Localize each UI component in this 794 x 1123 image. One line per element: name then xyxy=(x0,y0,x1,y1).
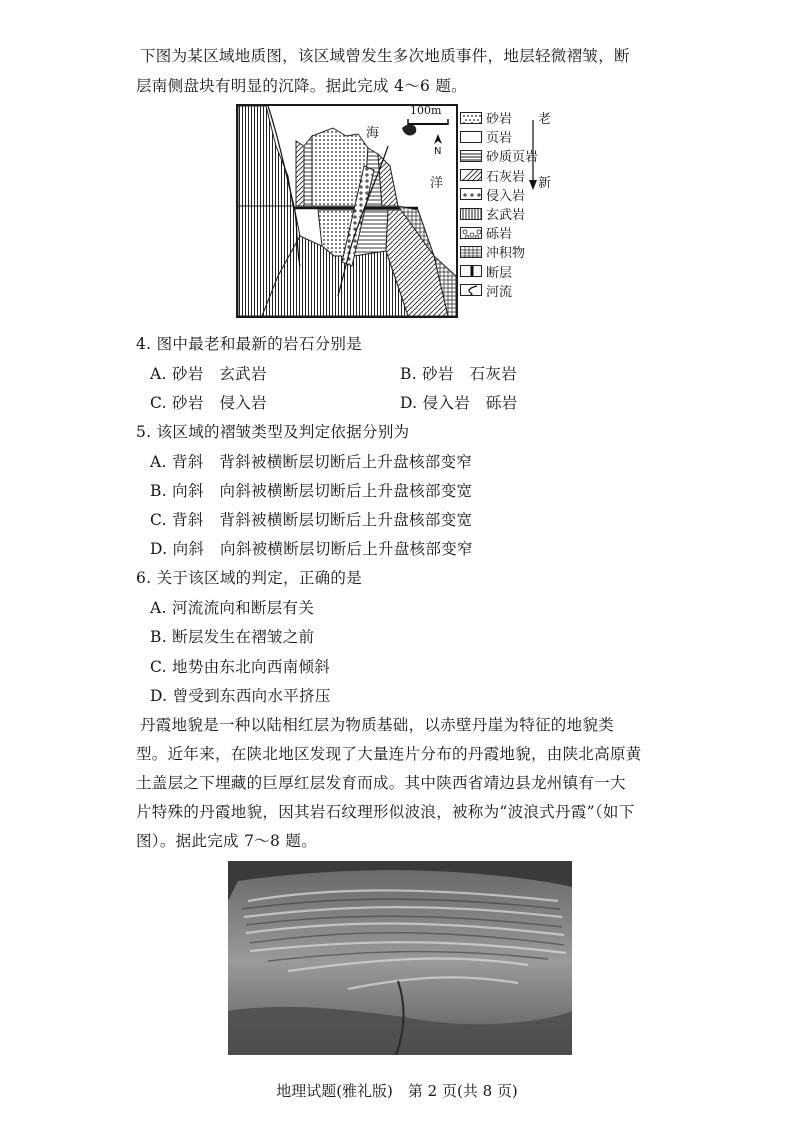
q6-option-c: C. 地势由东北向西南倾斜 xyxy=(150,658,331,676)
legend-label: 砂岩 xyxy=(486,112,513,128)
legend-label: 页岩 xyxy=(486,131,513,147)
intro-text-line: 片特殊的丹霞地貌，因其岩石纹理形似波浪，被称为“波浪式丹霞”（如下 xyxy=(136,803,635,821)
page-footer: 地理试题(雅礼版) 第 2 页(共 8 页) xyxy=(276,1082,518,1100)
legend-item xyxy=(460,281,580,300)
q5-option-a: A. 背斜 背斜被横断层切断后上升盘核部变窄 xyxy=(150,453,473,471)
legend-item xyxy=(460,204,580,223)
intro-text-line: 型。近年来，在陕北地区发现了大量连片分布的丹霞地貌，由陕北高原黄 xyxy=(136,745,642,763)
age-arrow-icon xyxy=(528,118,538,192)
intro-text-line: 层南侧盘块有明显的沉降。据此完成 4～6 题。 xyxy=(136,77,467,95)
scale-label: 100m xyxy=(410,104,442,117)
q6-option-b: B. 断层发生在褶皱之前 xyxy=(150,628,315,646)
legend-item xyxy=(460,262,580,281)
q6-option-a: A. 河流流向和断层有关 xyxy=(150,599,315,617)
danxia-photo xyxy=(228,861,572,1055)
legend-item xyxy=(460,242,580,261)
q6-option-d: D. 曾受到东西向水平挤压 xyxy=(150,687,331,705)
q5-option-c: C. 背斜 背斜被横断层切断后上升盘核部变宽 xyxy=(150,511,473,529)
legend-label: 石灰岩 xyxy=(486,169,526,185)
question-5-stem: 5. 该区域的褶皱类型及判定依据分别为 xyxy=(136,423,410,441)
age-new-label: 新 xyxy=(538,176,552,191)
q4-option-c: C. 砂岩 侵入岩 xyxy=(150,394,267,412)
geologic-map xyxy=(236,104,458,318)
legend-label: 砂质页岩 xyxy=(486,150,539,166)
intro-text-line: 图）。据此完成 7～8 题。 xyxy=(136,832,318,850)
q4-option-b: B. 砂岩 石灰岩 xyxy=(400,365,517,383)
intro-text-line: 土盖层之下埋藏的巨厚红层发育而成。其中陕西省靖边县龙州镇有一大 xyxy=(136,774,626,792)
intro-text-line: 丹霞地貌是一种以陆相红层为物质基础，以赤壁丹崖为特征的地貌类 xyxy=(140,716,615,734)
legend-label: 玄武岩 xyxy=(486,208,526,224)
legend-label: 河流 xyxy=(486,284,513,300)
age-axis xyxy=(538,108,568,191)
sea-label: 海 xyxy=(366,126,380,141)
question-6-stem: 6. 关于该区域的判定，正确的是 xyxy=(136,569,363,587)
q4-option-a: A. 砂岩 玄武岩 xyxy=(150,365,267,383)
legend-item xyxy=(460,223,580,242)
legend-label: 断层 xyxy=(486,265,513,281)
intro-text-line: 下图为某区域地质图，该区域曾发生多次地质事件，地层轻微褶皱，断 xyxy=(140,47,630,65)
q5-option-b: B. 向斜 向斜被横断层切断后上升盘核部变宽 xyxy=(150,482,473,500)
north-label: N xyxy=(434,146,442,157)
q5-option-d: D. 向斜 向斜被横断层切断后上升盘核部变窄 xyxy=(150,540,473,558)
legend-label: 砾岩 xyxy=(486,227,513,243)
age-old-label: 老 xyxy=(538,112,552,127)
legend-label: 冲积物 xyxy=(486,246,526,262)
q4-option-d: D. 侵入岩 砾岩 xyxy=(400,394,518,412)
question-4-stem: 4. 图中最老和最新的岩石分别是 xyxy=(136,335,363,353)
ocean-label: 洋 xyxy=(430,176,444,191)
legend-label: 侵入岩 xyxy=(486,188,526,204)
